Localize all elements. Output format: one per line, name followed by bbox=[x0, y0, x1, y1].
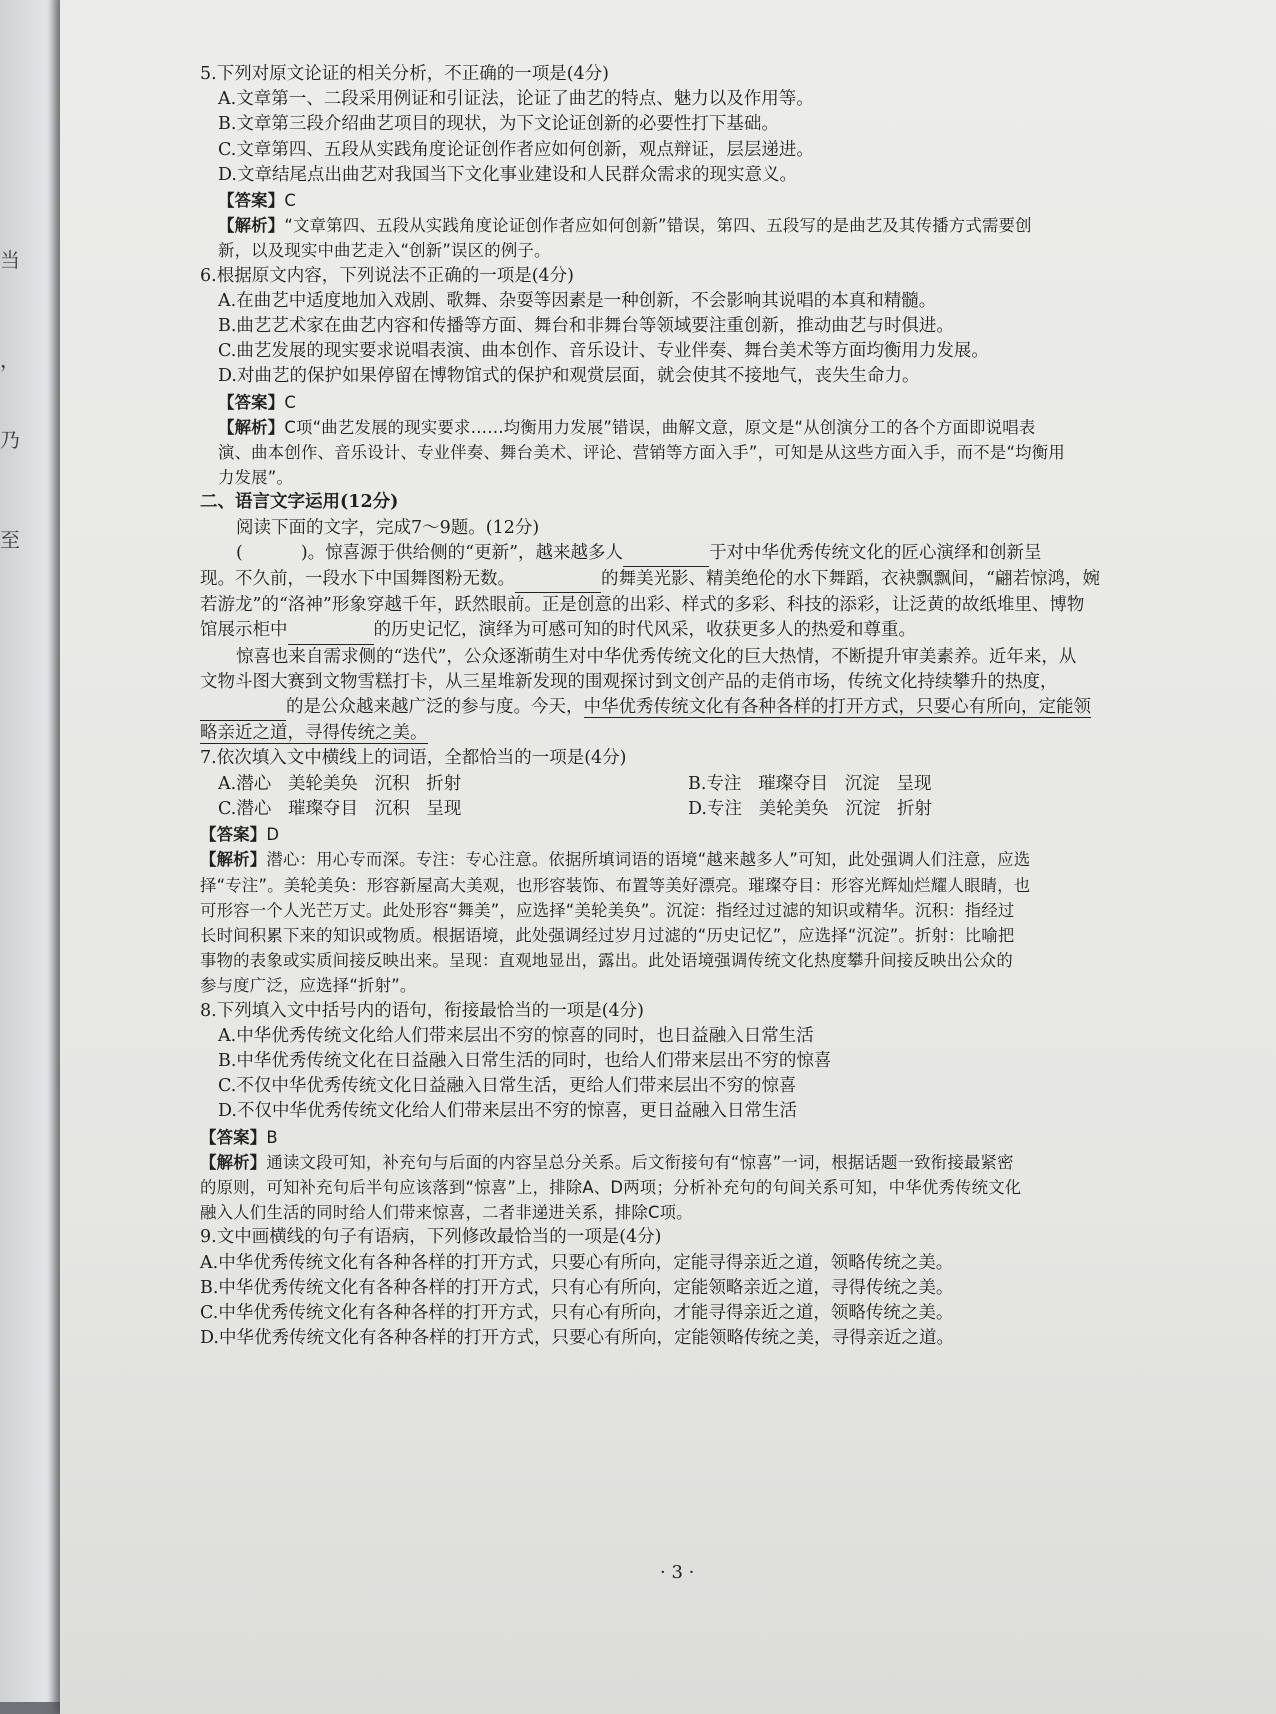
reading-instruction: 阅读下面的文字，完成7～9题。(12分) bbox=[236, 517, 540, 538]
adjacent-page-fragment: 当 bbox=[0, 248, 20, 272]
option-a: A.中华优秀传统文化给人们带来层出不穷的惊喜的同时，也日益融入日常生活 bbox=[218, 1025, 814, 1046]
analysis-line: 的原则，可知补充句后半句应该落到“惊喜”上，排除A、D两项；分析补充句的句间关系可知，中华优秀传统文化 bbox=[200, 1177, 1022, 1197]
passage-line: ( )。惊喜源于供给侧的“更新”，越来越多人 于对中华优秀传统文化的匠心演绎和创新呈 bbox=[200, 541, 1250, 567]
answer-label: 【答案】 bbox=[200, 1127, 267, 1147]
adjacent-page-fragment: 乃 bbox=[0, 428, 20, 452]
analysis-label: 【解析】 bbox=[200, 1152, 267, 1172]
answer-line bbox=[200, 188, 1250, 213]
blank-1 bbox=[623, 541, 709, 567]
analysis-line: 融入人们生活的同时给人们带来惊喜，二者非递进关系，排除C项。 bbox=[200, 1203, 693, 1223]
passage-line: 文物斗图大赛到文物雪糕打卡，从三星堆新发现的围观探讨到文创产品的走俏市场，传统文化持续攀升的热度， bbox=[200, 671, 1058, 692]
option-d: D.专注 美轮美奂 沉淀 折射 bbox=[688, 798, 933, 819]
page-number: · 3 · bbox=[660, 1562, 695, 1583]
option-b: B.中华优秀传统文化有各种各样的打开方式，只有心有所向，定能领略亲近之道，寻得传统之美。 bbox=[200, 1277, 954, 1298]
analysis-line: 新，以及现实中曲艺走入“创新”误区的例子。 bbox=[218, 241, 551, 261]
question-stem: 9.文中画横线的句子有语病，下列修改最恰当的一项是(4分) bbox=[200, 1227, 662, 1248]
question-9 bbox=[200, 1225, 1250, 1351]
answer-line bbox=[200, 822, 1250, 847]
option-a: A.在曲艺中适度地加入戏剧、歌舞、杂耍等因素是一种创新，不会影响其说唱的本真和精髓。 bbox=[218, 290, 937, 311]
option-c: C.潜心 璀璨夺目 沉积 呈现 bbox=[218, 798, 462, 819]
option-c: C.中华优秀传统文化有各种各样的打开方式，只有心有所向，才能寻得亲近之道，领略传统之美。 bbox=[200, 1302, 954, 1323]
option-d: D.对曲艺的保护如果停留在博物馆式的保护和观赏层面，就会使其不接地气，丧失生命力。 bbox=[218, 366, 920, 387]
analysis-line: 参与度广泛，应选择“折射”。 bbox=[200, 976, 417, 996]
blank-3 bbox=[288, 618, 374, 644]
question-8 bbox=[200, 999, 1250, 1226]
underlined-sentence: 略亲近之道，寻得传统之美。 bbox=[200, 723, 428, 744]
blank-4 bbox=[200, 695, 286, 721]
option-c: C.文章第四、五段从实践角度论证创作者应如何创新，观点辩证，层层递进。 bbox=[218, 139, 814, 160]
option-b: B.专注 璀璨夺目 沉淀 呈现 bbox=[688, 773, 932, 794]
option-c: C.曲艺发展的现实要求说唱表演、曲本创作、音乐设计、专业伴奏、舞台美术等方面均衡用力发展。 bbox=[218, 341, 989, 362]
question-stem: 5.下列对原文论证的相关分析，不正确的一项是(4分) bbox=[200, 64, 609, 84]
answer-line bbox=[200, 1125, 1250, 1150]
adjacent-page-fragment: ， bbox=[0, 348, 20, 372]
option-b: B.中华优秀传统文化在日益融入日常生活的同时，也给人们带来层出不穷的惊喜 bbox=[218, 1050, 832, 1071]
analysis-line: 长时间积累下来的知识或物质。根据语境，此处强调经过岁月过滤的“历史记忆”，应选择“沉淀”。折射：比喻把 bbox=[200, 925, 1015, 945]
analysis-label: 【解析】 bbox=[200, 850, 267, 870]
option-d: D.文章结尾点出曲艺对我国当下文化事业建设和人民群众需求的现实意义。 bbox=[218, 164, 797, 185]
option-b: B.曲艺艺术家在曲艺内容和传播等方面、舞台和非舞台等领域要注重创新，推动曲艺与时俱进。 bbox=[218, 316, 954, 337]
options-grid bbox=[200, 772, 1250, 822]
question-5 bbox=[200, 62, 1250, 264]
analysis-line: 【解析】“文章第四、五段从实践角度论证创作者应如何创新”错误，第四、五段写的是曲艺及其传播方式需要创 bbox=[218, 216, 1032, 236]
exam-page bbox=[60, 0, 1276, 1714]
passage-line: 的是公众越来越广泛的参与度。今天，中华优秀传统文化有各种各样的打开方式，只要心有所向，定能领 bbox=[200, 695, 1250, 721]
answer-value: C bbox=[284, 191, 297, 211]
passage-line: 现。不久前，一段水下中国舞图粉无数。 的舞美光影、精美绝伦的水下舞蹈，衣袂飘飘间，“翩若惊鸿，婉 bbox=[200, 567, 1250, 593]
question-6 bbox=[200, 264, 1250, 491]
answer-line bbox=[200, 390, 1250, 415]
option-a: A.潜心 美轮美奂 沉积 折射 bbox=[218, 773, 462, 794]
option-a: A.中华优秀传统文化有各种各样的打开方式，只要心有所向，定能寻得亲近之道，领略传统之美。 bbox=[200, 1252, 954, 1273]
passage-line: 馆展示柜中 的历史记忆，演绎为可感可知的时代风采，收获更多人的热爱和尊重。 bbox=[200, 618, 1250, 644]
answer-label: 【答案】 bbox=[218, 191, 285, 211]
answer-value: C bbox=[284, 392, 297, 412]
page-content bbox=[200, 62, 1250, 1351]
answer-label: 【答案】 bbox=[218, 392, 285, 412]
answer-value: D bbox=[266, 825, 280, 845]
underlined-sentence: 中华优秀传统文化有各种各样的打开方式，只要心有所向，定能领 bbox=[583, 697, 1091, 718]
reading-passage bbox=[200, 541, 1250, 747]
answer-value: B bbox=[266, 1127, 278, 1147]
analysis-line: 【解析】C项“曲艺发展的现实要求……均衡用力发展”错误，曲解文意，原文是“从创演分工的各个方面即说唱表 bbox=[218, 417, 1036, 437]
answer-label: 【答案】 bbox=[200, 825, 267, 845]
option-b: B.文章第三段介绍曲艺项目的现状，为下文论证创新的必要性打下基础。 bbox=[218, 114, 779, 135]
question-stem: 7.依次填入文中横线上的词语，全都恰当的一项是(4分) bbox=[200, 748, 627, 769]
option-d: D.不仅中华优秀传统文化给人们带来层出不穷的惊喜，更日益融入日常生活 bbox=[218, 1101, 797, 1122]
analysis-line: 演、曲本创作、音乐设计、专业伴奏、舞台美术、评论、营销等方面入手”，可知是从这些方面入手，而不是“均衡用 bbox=[218, 443, 1065, 463]
analysis-line: 择“专注”。美轮美奂：形容新屋高大美观，也形容装饰、布置等美好漂亮。璀璨夺目：形容光辉灿烂耀人眼睛，也 bbox=[200, 875, 1031, 895]
passage-line: 惊喜也来自需求侧的“迭代”，公众逐渐萌生对中华优秀传统文化的巨大热情，不断提升审美素养。近年来，从 bbox=[236, 646, 1077, 667]
adjacent-page-fragment: 至 bbox=[0, 528, 20, 552]
option-d: D.中华优秀传统文化有各种各样的打开方式，只要心有所向，定能领略传统之美，寻得亲近之道。 bbox=[200, 1328, 954, 1349]
analysis-line: 【解析】通读文段可知，补充句与后面的内容呈总分关系。后文衔接句有“惊喜”一词，根据话题一致衔接最紧密 bbox=[200, 1152, 1014, 1172]
question-stem: 6.根据原文内容，下列说法不正确的一项是(4分) bbox=[200, 265, 574, 286]
analysis-label: 【解析】 bbox=[218, 417, 285, 437]
option-a: A.文章第一、二段采用例证和引证法，论证了曲艺的特点、魅力以及作用等。 bbox=[218, 89, 814, 110]
adjacent-page-edge bbox=[0, 0, 60, 1702]
analysis-line: 事物的表象或实质间接反映出来。呈现：直观地显出，露出。此处语境强调传统文化热度攀升间接反映出公众的 bbox=[200, 951, 1013, 971]
passage-line bbox=[200, 721, 1250, 746]
section-title: 二、语言文字运用(12分) bbox=[200, 492, 399, 513]
analysis-line: 【解析】潜心：用心专而深。专注：专心注意。依据所填词语的语境“越来越多人”可知，此处强调人们注意，应选 bbox=[200, 850, 1031, 870]
analysis-line: 力发展”。 bbox=[218, 468, 294, 488]
analysis-label: 【解析】 bbox=[218, 216, 285, 236]
question-stem: 8.下列填入文中括号内的语句，衔接最恰当的一项是(4分) bbox=[200, 1000, 644, 1021]
passage-line: 若游龙”的“洛神”形象穿越千年，跃然眼前。正是创意的出彩、样式的多彩、科技的添彩，让泛黄的故纸堆里、博物 bbox=[200, 595, 1085, 616]
option-c: C.不仅中华优秀传统文化日益融入日常生活，更给人们带来层出不穷的惊喜 bbox=[218, 1076, 797, 1097]
analysis-line: 可形容一个人光芒万丈。此处形容“舞美”，应选择“美轮美奂”。沉淀：指经过过滤的知识或精华。沉积：指经过 bbox=[200, 900, 1015, 920]
blank-2 bbox=[515, 567, 601, 593]
question-7 bbox=[200, 746, 1250, 998]
